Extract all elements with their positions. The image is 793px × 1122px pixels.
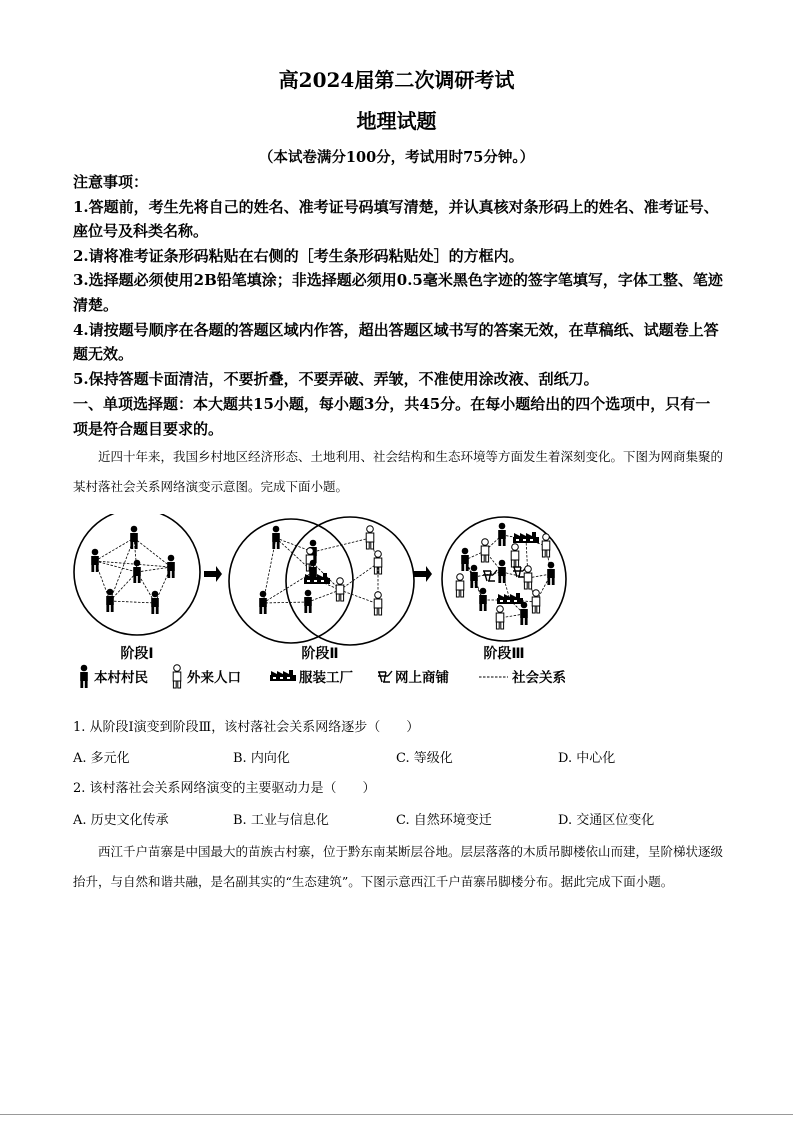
shop-icon [378, 671, 392, 682]
villager-icon [498, 560, 506, 583]
arrow-icon [414, 566, 432, 582]
outsider-icon [524, 566, 532, 589]
passage-1-text: 近四十年来，我国乡村地区经济形态、土地利用、社会结构和生态环境等方面发生着深刻变化。下图为网商集聚的某村落社会关系网络演变示意图。完成下面小题。 [73, 449, 724, 494]
factory-icon [513, 532, 539, 543]
villager-icon [167, 555, 175, 578]
outsider-icon [374, 551, 382, 574]
social-network-figure [70, 514, 730, 694]
stage-label: 阶段Ⅲ [483, 646, 525, 662]
stage-2-diagram [229, 517, 414, 645]
villager-icon [259, 591, 267, 614]
outsider-icon [532, 590, 540, 613]
villager-icon [106, 589, 114, 612]
subject-title: 地理试题 [356, 109, 437, 133]
outsider-icon [496, 606, 504, 629]
villager-icon [272, 526, 280, 549]
question-2-option-d: D. 交通区位变化 [558, 813, 655, 828]
notes-item: 3.选择题必须使用2B铅笔填涂；非选择题必须用0.5毫米黑色字迹的签字笔填写，字体工整、笔迹清楚。 [73, 271, 723, 314]
question-1-stem: 1. 从阶段Ⅰ演变到阶段Ⅲ，该村落社会关系网络逐步（ ） [73, 720, 420, 735]
passage-1 [73, 442, 723, 502]
villager-icon [133, 560, 141, 583]
outsider-icon [374, 592, 382, 615]
exam-info: （本试卷满分100分，考试用时75分钟。） [258, 149, 535, 166]
outsider-icon [481, 539, 489, 562]
villager-icon [498, 523, 506, 546]
stage-label: 阶段Ⅰ [120, 646, 154, 662]
villager-icon [479, 588, 487, 611]
stage-3-diagram [442, 517, 566, 641]
villager-icon [130, 526, 138, 549]
stage-1-diagram [74, 514, 200, 635]
legend-label: 外来人口 [187, 670, 241, 686]
legend-label: 本村村民 [94, 670, 148, 686]
villager-icon [461, 548, 469, 571]
notes-block [73, 170, 723, 391]
outsider-icon [511, 544, 519, 567]
question-2-stem: 2. 该村落社会关系网络演变的主要驱动力是（ ） [73, 781, 376, 796]
shop-icon [483, 570, 497, 581]
factory-icon [497, 593, 523, 604]
section-heading-text: 一、单项选择题：本大题共15小题，每小题3分，共45分。在每小题给出的四个选项中，只有一项是符合题目要求的。 [73, 395, 711, 438]
exam-title: 高2024届第二次调研考试 [278, 68, 515, 92]
villager-icon [470, 565, 478, 588]
passage-2 [73, 837, 723, 897]
villager-icon [91, 549, 99, 572]
page-bottom-rule [0, 1114, 793, 1115]
villager-icon [80, 665, 88, 688]
villager-icon [151, 591, 159, 614]
villager-icon [304, 590, 312, 613]
legend-label: 社会关系 [512, 670, 566, 686]
notes-heading: 注意事项： [73, 173, 149, 191]
question-1-option-a: A. 多元化 [73, 751, 130, 766]
factory-icon [270, 670, 296, 681]
question-2-option-b: B. 工业与信息化 [233, 813, 329, 828]
notes-item: 2.请将准考证条形码粘贴在右侧的［考生条形码粘贴处］的方框内。 [73, 246, 524, 265]
arrow-icon [204, 566, 222, 582]
question-1-option-b: B. 内向化 [233, 751, 290, 766]
question-2-option-a: A. 历史文化传承 [73, 813, 169, 828]
villager-icon [547, 562, 555, 585]
outsider-icon [542, 534, 550, 557]
outsider-icon [336, 578, 344, 601]
legend-label: 服装工厂 [299, 670, 353, 686]
question-1-option-c: C. 等级化 [396, 751, 453, 766]
notes-item: 1.答题前，考生先将自己的姓名、准考证号码填写清楚，并认真核对条形码上的姓名、准考证号、座位号及科类名称。 [73, 197, 719, 241]
question-1-option-d: D. 中心化 [558, 751, 616, 766]
outsider-icon [366, 526, 374, 549]
notes-item: 4.请按题号顺序在各题的答题区域内作答，超出答题区域书写的答案无效，在草稿纸、试题卷上答题无效。 [73, 320, 719, 364]
stage-label: 阶段Ⅱ [301, 646, 339, 662]
question-2-option-c: C. 自然环境变迁 [396, 813, 492, 828]
legend-label: 网上商铺 [395, 670, 449, 686]
factory-icon [304, 573, 330, 584]
outsider-icon [173, 665, 181, 688]
passage-2-text: 西江千户苗寨是中国最大的苗族古村寨，位于黔东南某断层谷地。层层落落的木质吊脚楼依山而建，呈阶梯状逐级抬升，与自然和谐共融，是名副其实的“生态建筑”。下图示意西江千户苗寨吊脚楼分布。据此完成下面小题。 [73, 844, 724, 889]
legend [80, 665, 566, 688]
notes-item: 5.保持答题卡面清洁，不要折叠，不要弄破、弄皱，不准使用涂改液、刮纸刀。 [73, 369, 599, 388]
outsider-icon [456, 574, 464, 597]
villager-icon [520, 602, 528, 625]
section-heading [73, 392, 723, 441]
